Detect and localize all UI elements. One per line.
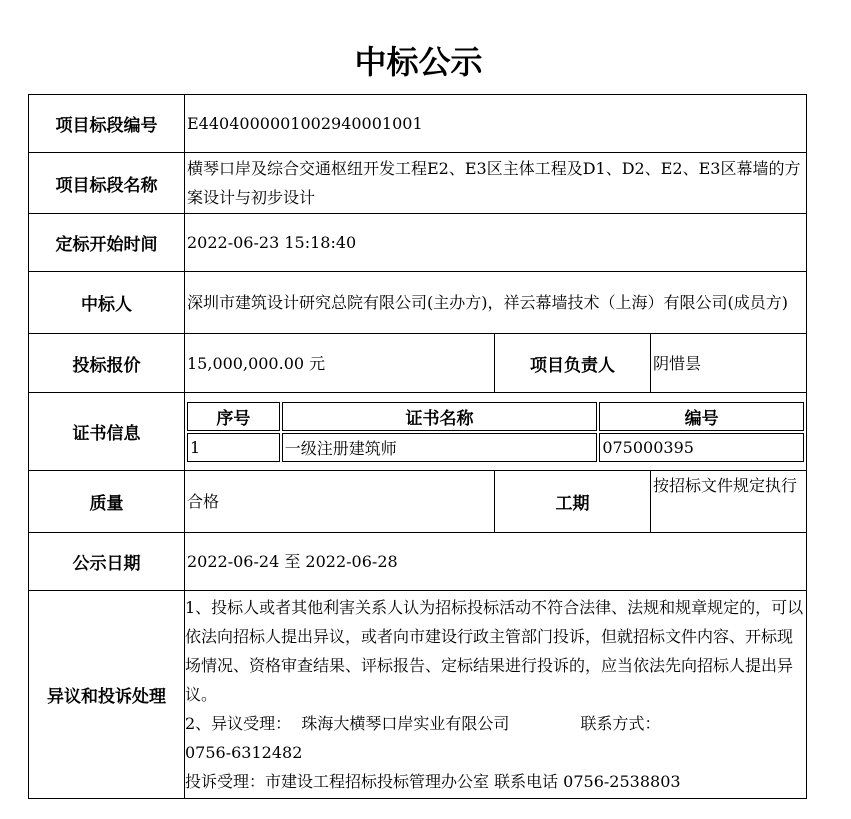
- objection-phone: 0756-6312482: [185, 743, 303, 762]
- manager-value: 阴惜昙: [651, 334, 807, 393]
- page-title: 中标公示: [354, 43, 483, 81]
- objection-content: [185, 591, 807, 799]
- cert-col-name: 证书名称: [282, 402, 598, 431]
- cert-no: 1: [187, 433, 280, 462]
- project-name-label: 项目标段名称: [29, 153, 185, 214]
- objection-para-2: 2、异议受理： 珠海大横琴口岸实业有限公司 联系方式：: [185, 714, 661, 733]
- objection-label: 异议和投诉处理: [29, 591, 185, 799]
- project-code-value: E4404000001002940001001: [185, 95, 807, 153]
- certificate-label: 证书信息: [29, 393, 185, 471]
- row-objection: [29, 591, 807, 799]
- certificate-header-row: [187, 402, 804, 431]
- start-time-value: 2022-06-23 15:18:40: [185, 214, 807, 272]
- manager-label: 项目负责人: [495, 334, 651, 393]
- objection-para-1: 1、投标人或者其他利害关系人认为招标投标活动不符合法律、法规和规章规定的，可以依法向招标人提出异议，或者向市建设行政主管部门投诉，但就招标文件内容、开标现场情况、资格审查结果、评标报告、定标结果进行投诉的，应当依法先向招标人提出异议。: [185, 598, 804, 704]
- cert-code: 075000395: [599, 433, 804, 462]
- winner-value: 深圳市建筑设计研究总院有限公司(主办方)，祥云幕墙技术（上海）有限公司(成员方): [185, 272, 807, 334]
- row-winner: [29, 272, 807, 334]
- winner-label: 中标人: [29, 272, 185, 334]
- award-notice-table: [28, 94, 807, 799]
- row-start-time: [29, 214, 807, 272]
- period-label: 工期: [495, 471, 651, 533]
- certificate-table: [185, 400, 806, 464]
- row-project-code: [29, 95, 807, 153]
- row-project-name: [29, 153, 807, 214]
- table-row: [187, 433, 804, 462]
- start-time-label: 定标开始时间: [29, 214, 185, 272]
- project-name-value: 横琴口岸及综合交通枢纽开发工程E2、E3区主体工程及D1、D2、E2、E3区幕墙的方案设计与初步设计: [185, 153, 807, 214]
- row-quality: [29, 471, 807, 533]
- cert-name: 一级注册建筑师: [282, 433, 598, 462]
- quality-value: 合格: [185, 471, 495, 533]
- bid-price-value: 15,000,000.00 元: [185, 334, 495, 393]
- cert-col-code: 编号: [599, 402, 804, 431]
- objection-para-3: 投诉受理：市建设工程招标投标管理办公室 联系电话 0756-2538803: [185, 772, 681, 791]
- row-bid-price: [29, 334, 807, 393]
- project-code-label: 项目标段编号: [29, 95, 185, 153]
- notice-date-value: 2022-06-24 至 2022-06-28: [185, 533, 807, 591]
- quality-label: 质量: [29, 471, 185, 533]
- row-notice-date: [29, 533, 807, 591]
- row-certificate: [29, 393, 807, 471]
- cert-col-no: 序号: [187, 402, 280, 431]
- bid-price-label: 投标报价: [29, 334, 185, 393]
- notice-date-label: 公示日期: [29, 533, 185, 591]
- period-value: 按招标文件规定执行: [651, 471, 807, 533]
